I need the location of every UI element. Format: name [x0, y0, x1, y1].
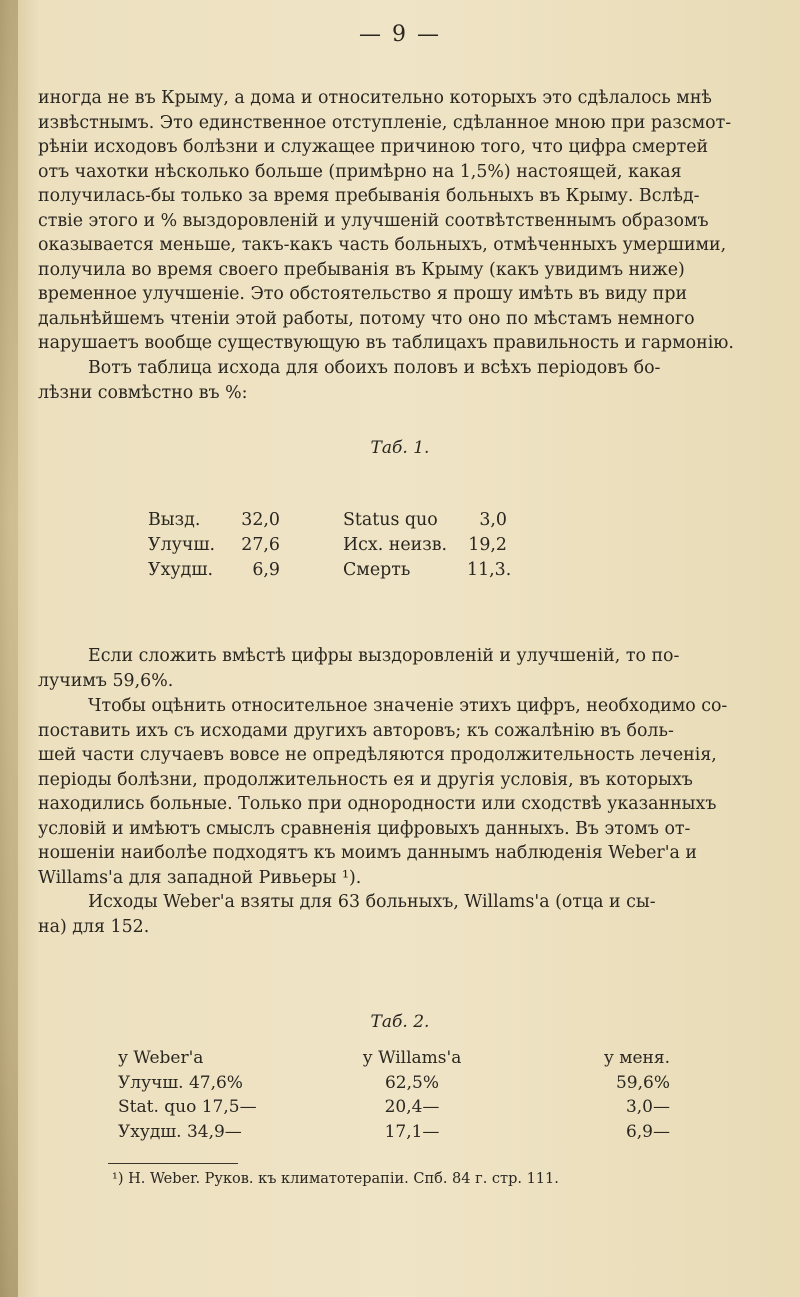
table-row: [148, 508, 280, 533]
text-line: періоды болѣзни, продолжительность ея и другія условія, въ которыхъ: [38, 769, 693, 790]
table-cell: Улучш. 47,6%: [118, 1072, 243, 1093]
table-row: [343, 508, 507, 533]
table-1-caption: Таб. 1.: [370, 438, 430, 458]
table-2-column-weber: [118, 1046, 257, 1144]
table-cell-label: Ухудш.: [148, 560, 214, 580]
paragraph-2: [38, 356, 768, 405]
table-cell: 3,0—: [625, 1097, 670, 1117]
text-line: рѣніи исходовъ болѣзни и служащее причиною того, что цифра смертей: [38, 137, 709, 157]
table-cell-value: 3,0: [479, 510, 507, 530]
table-cell: 6,9—: [625, 1121, 670, 1142]
table-cell-label: Вызд.: [148, 510, 201, 530]
table-2-column-willams: [348, 1046, 476, 1144]
footnote-divider: [108, 1163, 238, 1164]
text-line: поставить ихъ съ исходами другихъ авторовъ; къ сожалѣнію въ боль-: [38, 720, 674, 741]
paragraph-1: [38, 86, 768, 356]
table-cell: 20,4—: [384, 1097, 440, 1117]
table-cell-value: 19,2: [468, 535, 507, 555]
table-cell: 59,6%: [615, 1072, 670, 1093]
page-gutter-edge: [0, 0, 18, 1297]
text-line: иногда не въ Крыму, а дома и относительно которыхъ это сдѣлалось мнѣ: [38, 88, 712, 108]
text-line: Willams'а для западной Ривьеры ¹).: [38, 867, 362, 888]
text-line: дальнѣйшемъ чтеніи этой работы, потому что оно по мѣстамъ немного: [38, 308, 695, 329]
table-cell: у меня.: [603, 1048, 670, 1068]
table-row: [343, 558, 512, 583]
table-cell-label: Status quo: [343, 510, 438, 530]
table-1-right: [343, 508, 512, 583]
table-cell-label: Смерть: [343, 560, 411, 580]
table-1-left: [148, 508, 280, 583]
table-row: [148, 533, 280, 558]
text-line: шей части случаевъ вовсе не опредѣляются продолжительность леченія,: [38, 745, 717, 765]
text-line: Если сложить вмѣстѣ цифры выздоровленій и улучшеній, то по-: [88, 646, 680, 666]
text-line: временное улучшеніе. Это обстоятельство я прошу имѣть въ виду при: [38, 284, 688, 304]
text-line: ношеніи наиболѣе подходятъ къ моимъ даннымъ наблюденія Weber'а и: [38, 843, 697, 863]
text-line: ствіе этого и % выздоровленій и улучшеній соотвѣтственнымъ образомъ: [38, 210, 709, 231]
text-line: условій и имѣютъ смыслъ сравненія цифровыхъ данныхъ. Въ этомъ от-: [38, 818, 691, 839]
table-cell: Stat. quo 17,5—: [118, 1097, 257, 1117]
table-cell-value: 32,0: [241, 510, 280, 530]
table-cell-label: Исх. неизв.: [343, 535, 448, 555]
text-line: Исходы Weber'а взяты для 63 больныхъ, Willams'а (отца и сы-: [88, 892, 656, 912]
table-row: [148, 558, 280, 583]
table-cell-value: 11,3.: [467, 560, 512, 580]
text-line: оказывается меньше, такъ-какъ часть больныхъ, отмѣченныхъ умершими,: [38, 235, 727, 255]
table-2-caption: Таб. 2.: [370, 1012, 430, 1032]
text-line: нарушаетъ вообще существующую въ таблицахъ правильность и гармонію.: [38, 333, 734, 353]
table-cell: у Willams'а: [362, 1048, 462, 1068]
paragraph-5: [38, 890, 768, 939]
text-line: отъ чахотки нѣсколько больше (примѣрно на 1,5%) настоящей, какая: [38, 161, 682, 182]
text-line: получилась-бы только за время пребыванія больныхъ въ Крыму. Вслѣд-: [38, 186, 700, 206]
text-line: Чтобы оцѣнить относительное значеніе этихъ цифръ, необходимо со-: [88, 696, 728, 716]
table-cell-label: Улучш.: [148, 535, 216, 555]
table-cell: у Weber'а: [118, 1048, 204, 1068]
table-cell-value: 27,6: [241, 535, 280, 555]
table-cell: 62,5%: [384, 1072, 439, 1093]
table-2-column-mine: [590, 1046, 670, 1144]
text-line: на) для 152.: [38, 916, 150, 937]
table-cell: Ухудш. 34,9—: [118, 1121, 242, 1142]
text-line: Вотъ таблица исхода для обоихъ половъ и всѣхъ періодовъ бо-: [88, 358, 661, 378]
paragraph-3: [38, 644, 768, 693]
table-cell-value: 6,9: [252, 560, 280, 580]
text-line: извѣстнымъ. Это единственное отступленіе, сдѣланное мною при разсмот-: [38, 112, 732, 133]
paragraph-4: [38, 694, 768, 890]
table-row: [343, 533, 507, 558]
footnote: ¹) H. Weber. Руков. къ климатотерапіи. Спб. 84 г. стр. 111.: [112, 1171, 559, 1187]
text-line: находились больные. Только при однородности или сходствѣ указанныхъ: [38, 794, 717, 814]
text-line: лѣзни совмѣстно въ %:: [38, 382, 248, 403]
text-line: получила во время своего пребыванія въ Крыму (какъ увидимъ ниже): [38, 259, 685, 280]
text-line: лучимъ 59,6%.: [38, 670, 174, 691]
table-cell: 17,1—: [384, 1121, 440, 1142]
page-number: — 9 —: [359, 22, 441, 47]
